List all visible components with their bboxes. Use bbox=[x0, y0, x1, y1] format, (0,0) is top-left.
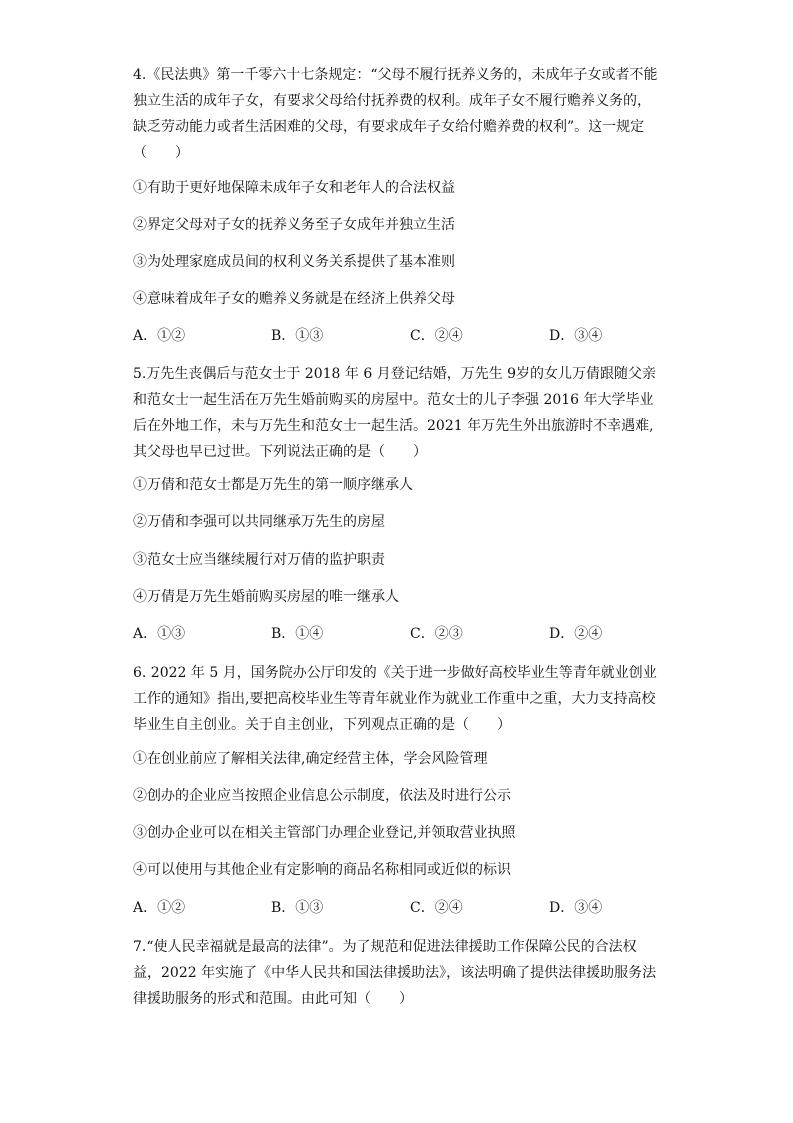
question-4-option-3: ③为处理家庭成员间的权利义务关系提供了基本准则 bbox=[133, 254, 455, 270]
question-6-stem: 6. 2022 年 5 月，国务院办公厅印发的《关于进一步做好高校毕业生等青年就业创业工作的通知》指出,要把高校毕业生等青年就业作为就业工作重中之重，大力支持高校毕业生自主创业。关于自主创业，下列观点正确的是（ ） bbox=[133, 665, 657, 733]
question-5-option-1: ①万倩和范女士都是万先生的第一顺序继承人 bbox=[133, 477, 413, 493]
question-4-stem: 4.《民法典》第一千零六十七条规定：“父母不履行抚养义务的，未成年子女或者不能独立生活的成年子女，有要求父母给付抚养费的权利。成年子女不履行赡养义务的，缺乏劳动能力或者生活困难的父母，有要求成年子女给付赡养费的权利”。这一规定（ ） bbox=[133, 67, 658, 161]
question-6-choices bbox=[133, 898, 633, 918]
question-5-choice-d: D．②④ bbox=[549, 626, 603, 642]
question-6-option-3: ③创办企业可以在相关主管部门办理企业登记,并领取营业执照 bbox=[133, 825, 516, 841]
question-4-option-1: ①有助于更好地保障未成年子女和老年人的合法权益 bbox=[133, 180, 455, 196]
question-4-choice-c: C．②④ bbox=[410, 328, 463, 344]
question-6-choice-c: C．②④ bbox=[410, 900, 463, 916]
question-5-choice-a: A．①③ bbox=[133, 626, 186, 642]
question-6 bbox=[133, 660, 663, 738]
question-4-choices bbox=[133, 326, 633, 346]
question-6-option-2: ②创办的企业应当按照企业信息公示制度，依法及时进行公示 bbox=[133, 788, 511, 804]
question-5-option-2: ②万倩和李强可以共同继承万先生的房屋 bbox=[133, 514, 385, 530]
question-4-choice-d: D．③④ bbox=[549, 328, 603, 344]
question-5-choice-c: C．②③ bbox=[410, 626, 463, 642]
question-5-option-4: ④万倩是万先生婚前购买房屋的唯一继承人 bbox=[133, 589, 399, 605]
question-6-option-4: ④可以使用与其他企业有定影响的商品名称相同或近似的标识 bbox=[133, 862, 511, 878]
question-5-option-3: ③范女士应当继续履行对万倩的监护职责 bbox=[133, 552, 385, 568]
question-6-choice-d: D．③④ bbox=[549, 900, 603, 916]
question-4-choice-a: A．①② bbox=[133, 328, 186, 344]
question-4-option-2: ②界定父母对子女的抚养义务至子女成年并独立生活 bbox=[133, 217, 455, 233]
question-6-choice-b: B．①③ bbox=[271, 900, 324, 916]
question-4-option-4: ④意味着成年子女的赡养义务就是在经济上供养父母 bbox=[133, 291, 455, 307]
question-7-stem: 7.“使人民幸福就是最高的法律”。为了规范和促进法律援助工作保障公民的合法权益，2022 年实施了《中华人民共和国法律援助法》，该法明确了提供法律援助服务法律援助服务的形式和范围。由此可知（ ） bbox=[133, 939, 657, 1007]
question-6-option-1: ①在创业前应了解相关法律,确定经营主体，学会风险管理 bbox=[133, 751, 488, 767]
question-5-choice-b: B．①④ bbox=[271, 626, 324, 642]
question-4 bbox=[133, 62, 663, 166]
question-5-choices bbox=[133, 624, 633, 644]
question-7 bbox=[133, 934, 663, 1012]
question-5-stem: 5.万先生丧偶后与范女士于 2018 年 6 月登记结婚，万先生 9岁的女儿万倩跟随父亲和范女士一起生活在万先生婚前购买的房屋中。范女士的儿子李强 2016 年大学毕业后在外地工作，未与万先生和范女士一起生活。2021 年万先生外出旅游时不幸遇难,其父母也早已过世。下列说法正确的是（ ） bbox=[133, 366, 657, 460]
question-6-choice-a: A．①② bbox=[133, 900, 186, 916]
question-4-choice-b: B．①③ bbox=[271, 328, 324, 344]
question-5 bbox=[133, 361, 663, 465]
